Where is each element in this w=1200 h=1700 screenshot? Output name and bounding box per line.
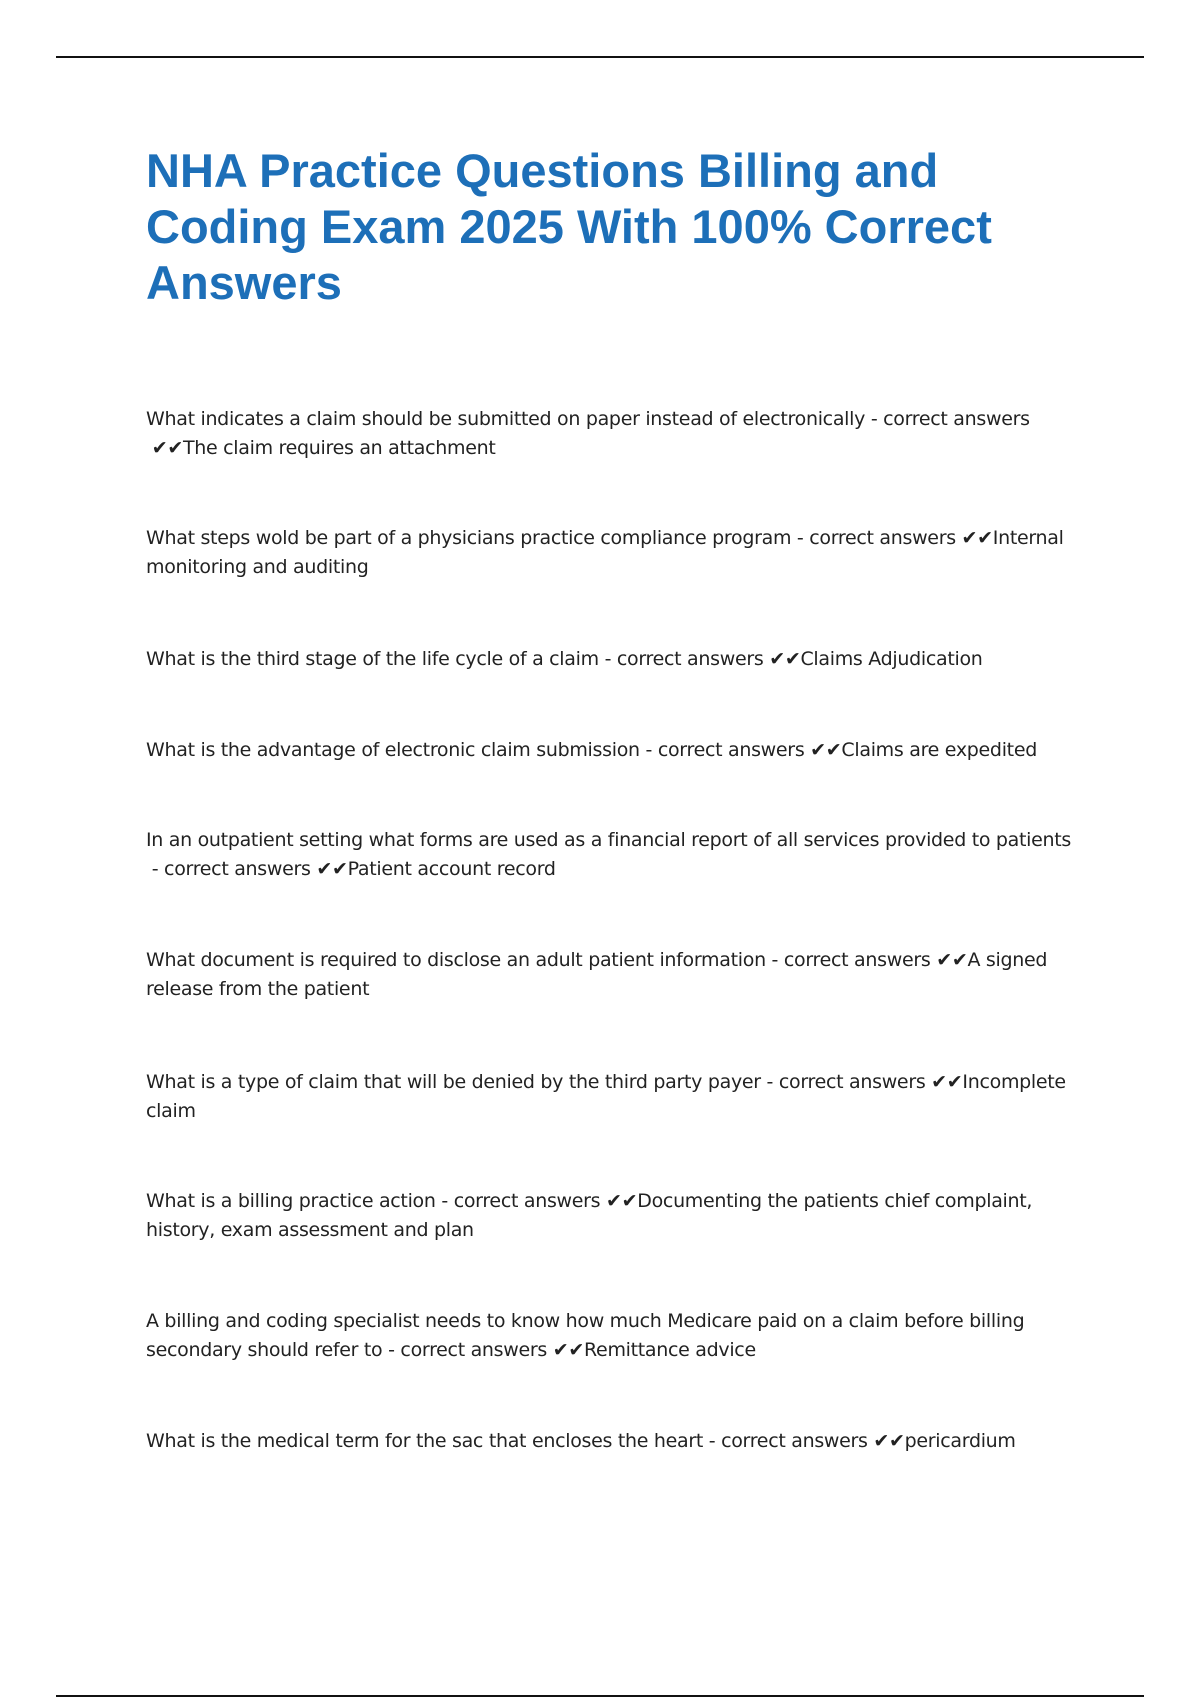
- answer-label: correct answers: [883, 408, 1030, 430]
- answer-text: Remittance advice: [584, 1339, 756, 1361]
- bottom-rule: [56, 1695, 1144, 1697]
- answer-label: correct answers: [721, 1430, 868, 1452]
- double-check-icon: ✔✔: [547, 1339, 584, 1361]
- answer-text: The claim requires an attachment: [182, 437, 496, 459]
- separator: -: [760, 1071, 779, 1093]
- qa-item: [146, 736, 1091, 765]
- separator: -: [703, 1430, 722, 1452]
- qa-item: [146, 1068, 1091, 1126]
- question-text: What is a type of claim that will be denied by the third party payer: [146, 1071, 761, 1093]
- answer-text: Patient account record: [347, 858, 556, 880]
- double-check-icon: ✔✔: [146, 437, 183, 459]
- qa-item: [146, 946, 1091, 1004]
- double-check-icon: ✔✔: [600, 1190, 638, 1212]
- question-text: In an outpatient setting what forms are used as a financial report of all services provided to patients: [146, 829, 1072, 851]
- double-check-icon: ✔✔: [310, 858, 348, 880]
- answer-label: correct answers: [809, 527, 956, 549]
- answer-label: correct answers: [657, 739, 805, 761]
- qa-item: [146, 405, 1091, 463]
- separator: -: [382, 1339, 401, 1361]
- document-title: NHA Practice Questions Billing and Coding Exam 2025 With 100% Correct Answers: [146, 144, 992, 309]
- separator: -: [146, 858, 165, 880]
- question-text: What is the medical term for the sac that encloses the heart: [146, 1430, 704, 1452]
- answer-label: correct answers: [778, 1071, 926, 1093]
- double-check-icon: ✔✔: [763, 648, 801, 670]
- separator: -: [639, 739, 658, 761]
- top-rule: [56, 56, 1144, 58]
- question-text: What document is required to disclose an adult patient information: [146, 949, 766, 971]
- separator: -: [765, 949, 784, 971]
- answer-text: Claims Adjudication: [800, 648, 983, 670]
- answer-label: correct answers: [616, 648, 764, 670]
- answer-label: correct answers: [400, 1339, 548, 1361]
- double-check-icon: ✔✔: [930, 949, 968, 971]
- answer-text: Internal monitoring and auditing: [146, 527, 1064, 578]
- qa-item: [146, 645, 1091, 674]
- double-check-icon: ✔✔: [867, 1430, 905, 1452]
- separator: -: [865, 408, 884, 430]
- qa-item: [146, 1427, 1091, 1456]
- answer-text: pericardium: [904, 1430, 1016, 1452]
- answer-text: A signed release from the patient: [146, 949, 1048, 1000]
- qa-item: [146, 1187, 1091, 1245]
- question-text: What is a billing practice action: [146, 1190, 436, 1212]
- answer-text: Incomplete claim: [146, 1071, 1066, 1122]
- separator: -: [435, 1190, 454, 1212]
- double-check-icon: ✔✔: [925, 1071, 963, 1093]
- answer-text: Documenting the patients chief complaint, history, exam assessment and plan: [146, 1190, 1033, 1241]
- separator: -: [791, 527, 810, 549]
- double-check-icon: ✔✔: [804, 739, 842, 761]
- question-text: A billing and coding specialist needs to know how much Medicare paid on a claim before billing secondary should refer to: [146, 1310, 1025, 1361]
- question-text: What indicates a claim should be submitted on paper instead of electronically: [146, 408, 866, 430]
- answer-label: correct answers: [783, 949, 931, 971]
- qa-item: [146, 524, 1091, 582]
- answer-text: Claims are expedited: [841, 739, 1037, 761]
- answer-label: correct answers: [164, 858, 311, 880]
- question-text: What is the advantage of electronic claim submission: [146, 739, 640, 761]
- question-text: What is the third stage of the life cycle of a claim: [146, 648, 599, 670]
- double-check-icon: ✔✔: [955, 527, 993, 549]
- separator: -: [598, 648, 617, 670]
- qa-item: [146, 1307, 1091, 1365]
- question-text: What steps wold be part of a physicians practice compliance program: [146, 527, 792, 549]
- qa-item: [146, 826, 1091, 884]
- answer-label: correct answers: [453, 1190, 601, 1212]
